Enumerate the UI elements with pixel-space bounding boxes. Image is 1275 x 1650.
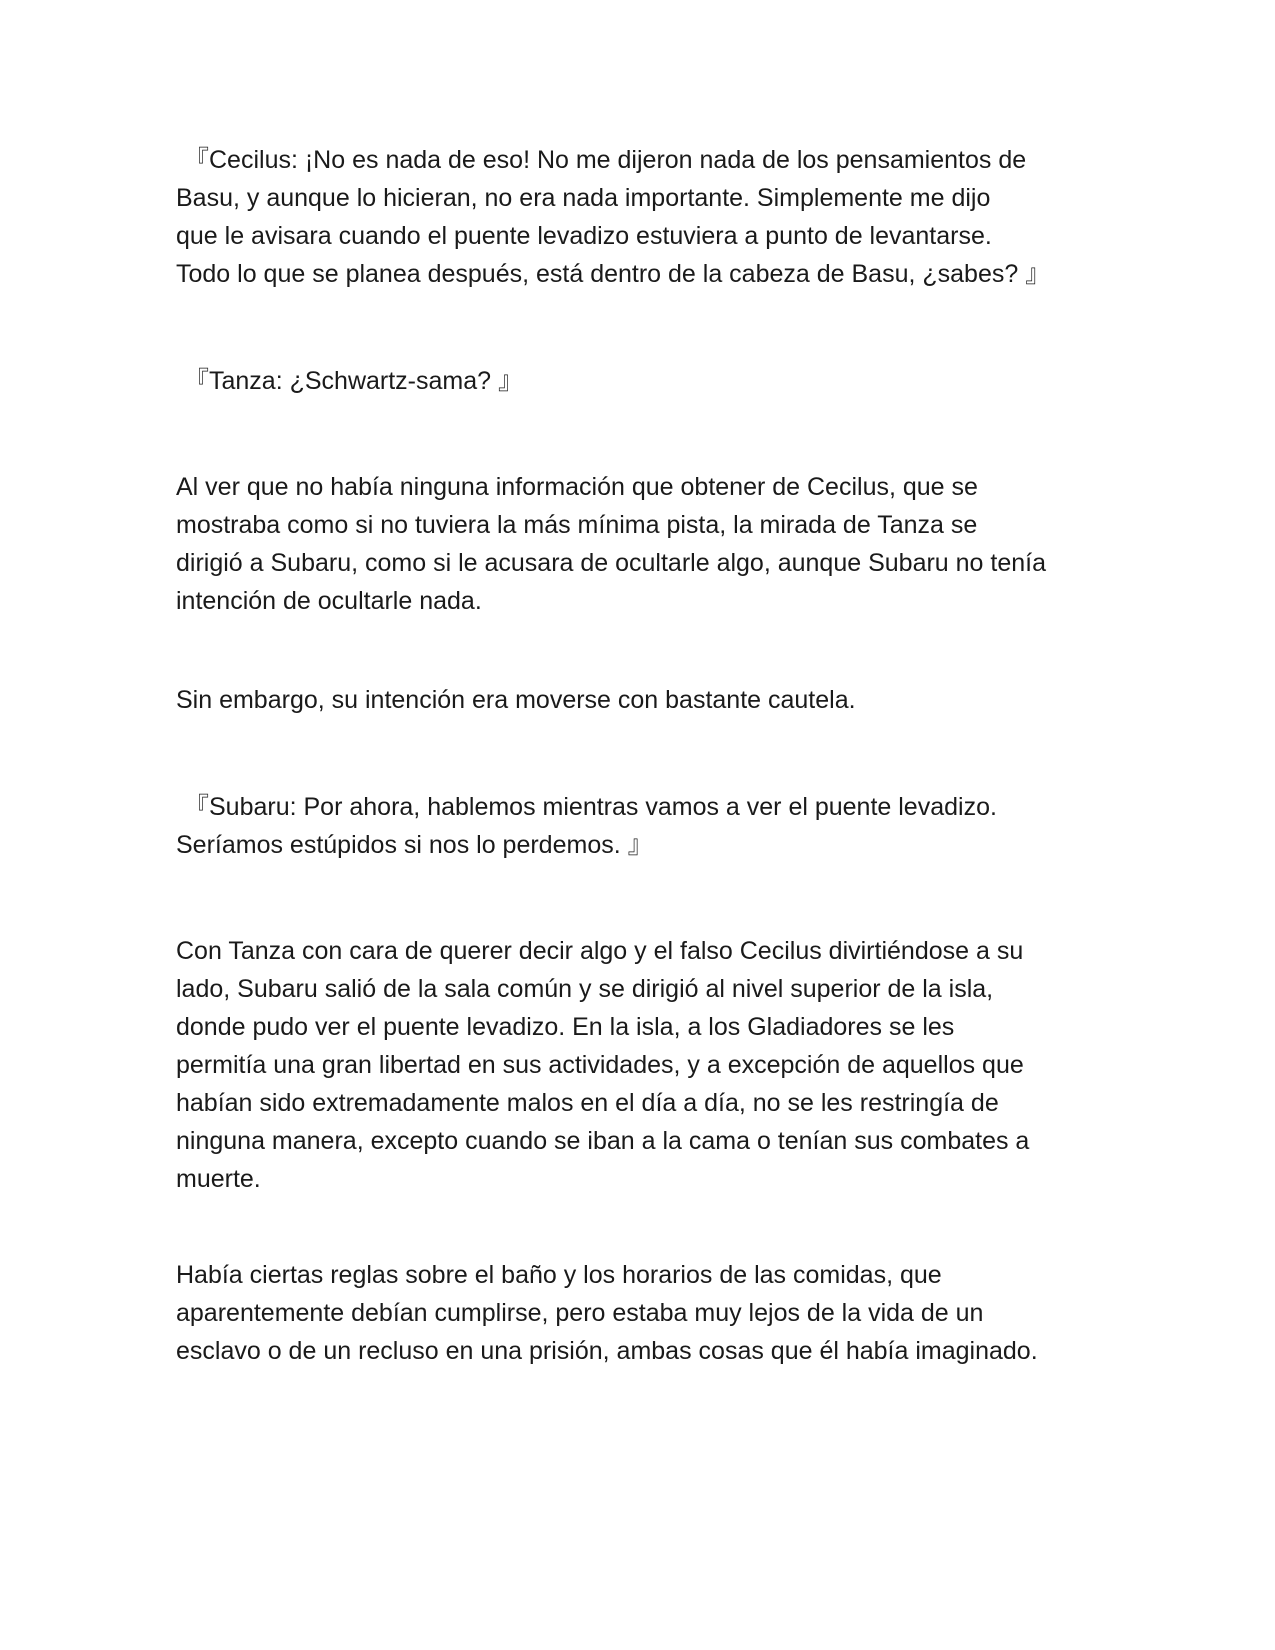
text-line: dirigió a Subaru, como si le acusara de ocultarle algo, aunque Subaru no tenía — [176, 549, 1047, 577]
text-line: Seríamos estúpidos si nos lo perdemos. 』 — [176, 831, 653, 859]
text-line: Basu, y aunque lo hicieran, no era nada importante. Simplemente me dijo — [176, 184, 991, 212]
text-line: 『Subaru: Por ahora, hablemos mientras vamos a ver el puente levadizo. — [184, 793, 997, 821]
text-line: 『Cecilus: ¡No es nada de eso! No me dijeron nada de los pensamientos de — [184, 146, 1027, 174]
paragraph-tanza-dialogue — [176, 362, 1106, 400]
paragraph-narration — [176, 1256, 1106, 1370]
text-line: mostraba como si no tuviera la más mínima pista, la mirada de Tanza se — [176, 511, 978, 539]
text-line: aparentemente debían cumplirse, pero estaba muy lejos de la vida de un — [176, 1299, 984, 1327]
text-line: 『Tanza: ¿Schwartz-sama? 』 — [184, 367, 523, 395]
paragraph-subaru-dialogue — [176, 788, 1106, 864]
text-line: Con Tanza con cara de querer decir algo y el falso Cecilus divirtiéndose a su — [176, 937, 1024, 965]
paragraph-cecilus-dialogue — [176, 141, 1106, 293]
paragraph-narration — [176, 468, 1106, 620]
text-line: esclavo o de un recluso en una prisión, ambas cosas que él había imaginado. — [176, 1337, 1038, 1365]
text-line: donde pudo ver el puente levadizo. En la isla, a los Gladiadores se les — [176, 1013, 955, 1041]
text-line: intención de ocultarle nada. — [176, 587, 482, 615]
text-line: permitía una gran libertad en sus actividades, y a excepción de aquellos que — [176, 1051, 1024, 1079]
paragraph-narration — [176, 681, 1106, 719]
text-line: Había ciertas reglas sobre el baño y los horarios de las comidas, que — [176, 1261, 942, 1289]
text-line: habían sido extremadamente malos en el día a día, no se les restringía de — [176, 1089, 999, 1117]
text-line: que le avisara cuando el puente levadizo estuviera a punto de levantarse. — [176, 222, 992, 250]
text-line: lado, Subaru salió de la sala común y se dirigió al nivel superior de la isla, — [176, 975, 994, 1003]
text-line: muerte. — [176, 1165, 261, 1193]
text-line: Sin embargo, su intención era moverse con bastante cautela. — [176, 686, 856, 714]
paragraph-narration — [176, 932, 1106, 1198]
text-line: Al ver que no había ninguna información que obtener de Cecilus, que se — [176, 473, 978, 501]
text-line: ninguna manera, excepto cuando se iban a la cama o tenían sus combates a — [176, 1127, 1030, 1155]
text-line: Todo lo que se planea después, está dentro de la cabeza de Basu, ¿sabes? 』 — [176, 260, 1051, 288]
